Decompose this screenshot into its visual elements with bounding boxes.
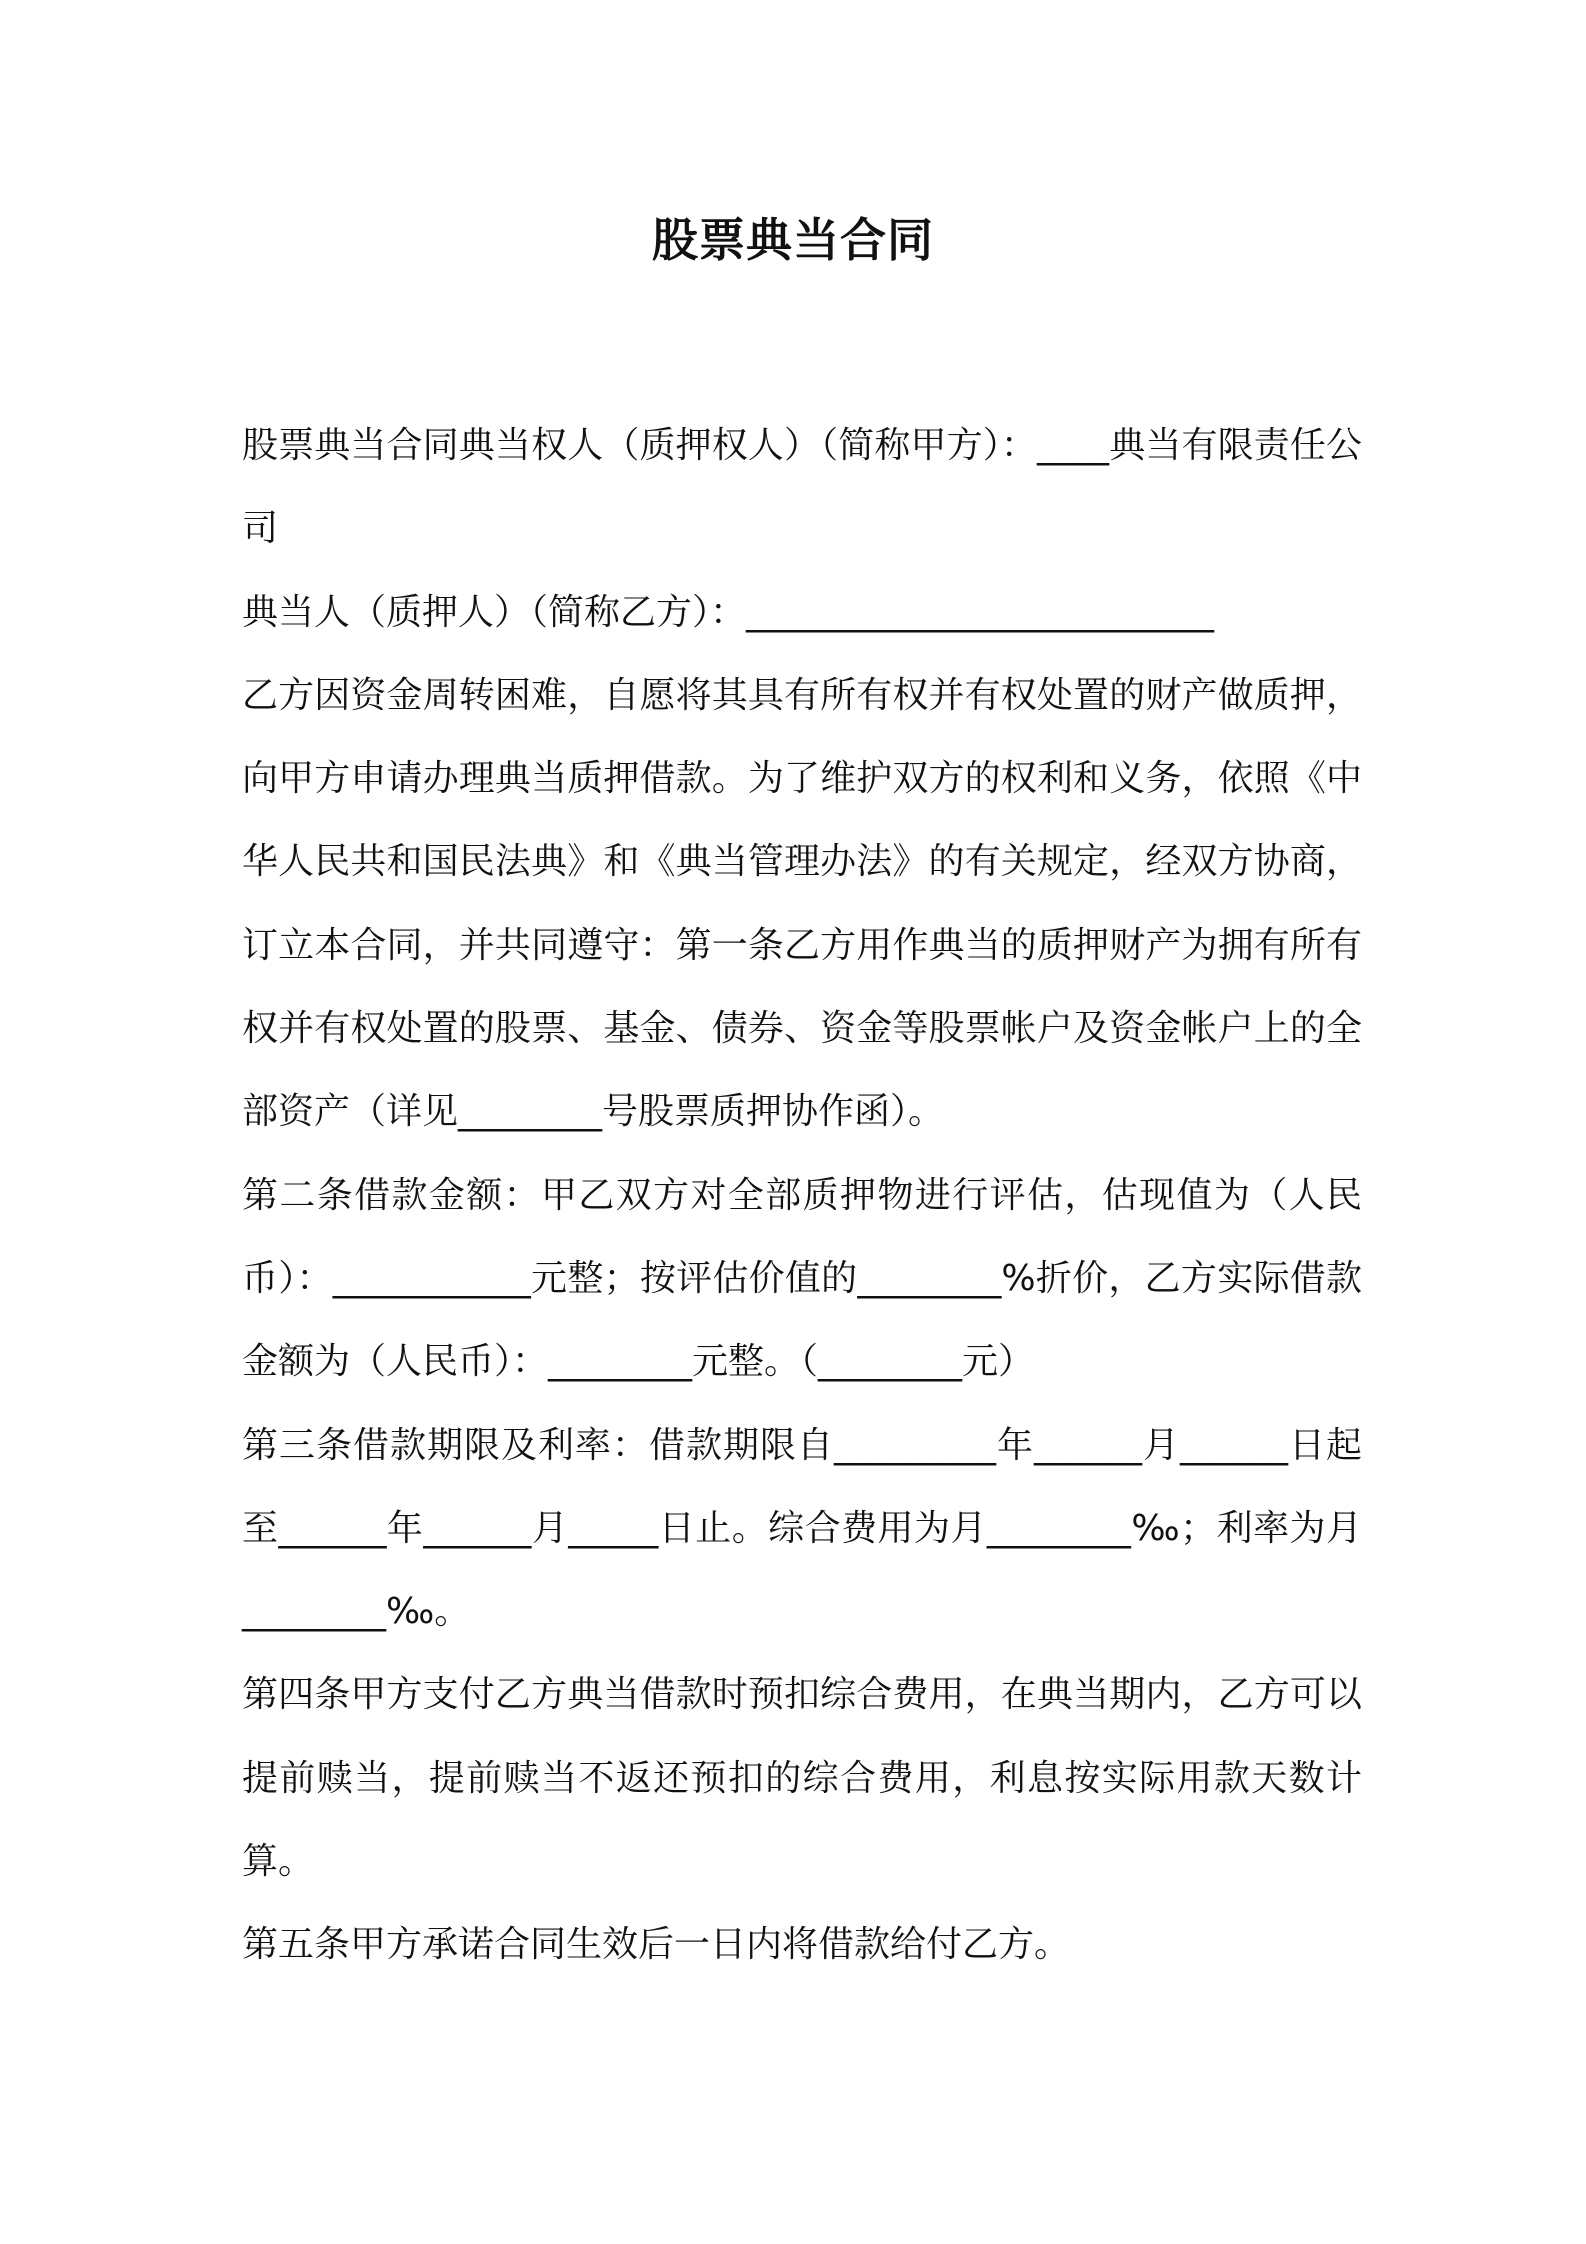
document-title: 股票典当合同 <box>652 213 934 267</box>
document-body <box>242 404 1362 1987</box>
paragraph-article-2: 第二条借款金额：甲乙双方对全部质押物进行评估，估现值为（人民币）：___________元整；按评估价值的________%折价，乙方实际借款金额为（人民币）：________元整。（________元） <box>242 1174 1362 1383</box>
paragraph-preamble-article-1: 乙方因资金周转困难，自愿将其具有所有权并有权处置的财产做质押，向甲方申请办理典当质押借款。为了维护双方的权利和义务，依照《中华人民共和国民法典》和《典当管理办法》的有关规定，经双方协商，订立本合同，并共同遵守：第一条乙方用作典当的质押财产为拥有所有权并有权处置的股票、基金、债券、资金等股票帐户及资金帐户上的全部资产（详见________号股票质押协作函）。 <box>242 674 1362 1133</box>
paragraph-article-3: 第三条借款期限及利率：借款期限自_________年______月______日起至______年______月_____日止。综合费用为月________‰；利率为月________‰。 <box>242 1424 1362 1633</box>
paragraph-article-5: 第五条甲方承诺合同生效后一日内将借款给付乙方。 <box>242 1924 1071 1966</box>
paragraph-pawnor-party: 典当人（质押人）（简称乙方）：__________________________ <box>242 591 1215 633</box>
paragraph-article-4: 第四条甲方支付乙方典当借款时预扣综合费用，在典当期内，乙方可以提前赎当，提前赎当不返还预扣的综合费用，利息按实际用款天数计算。 <box>242 1674 1362 1883</box>
paragraph-pawnee-party: 股票典当合同典当权人（质押权人）（简称甲方）：____典当有限责任公司 <box>242 425 1362 550</box>
